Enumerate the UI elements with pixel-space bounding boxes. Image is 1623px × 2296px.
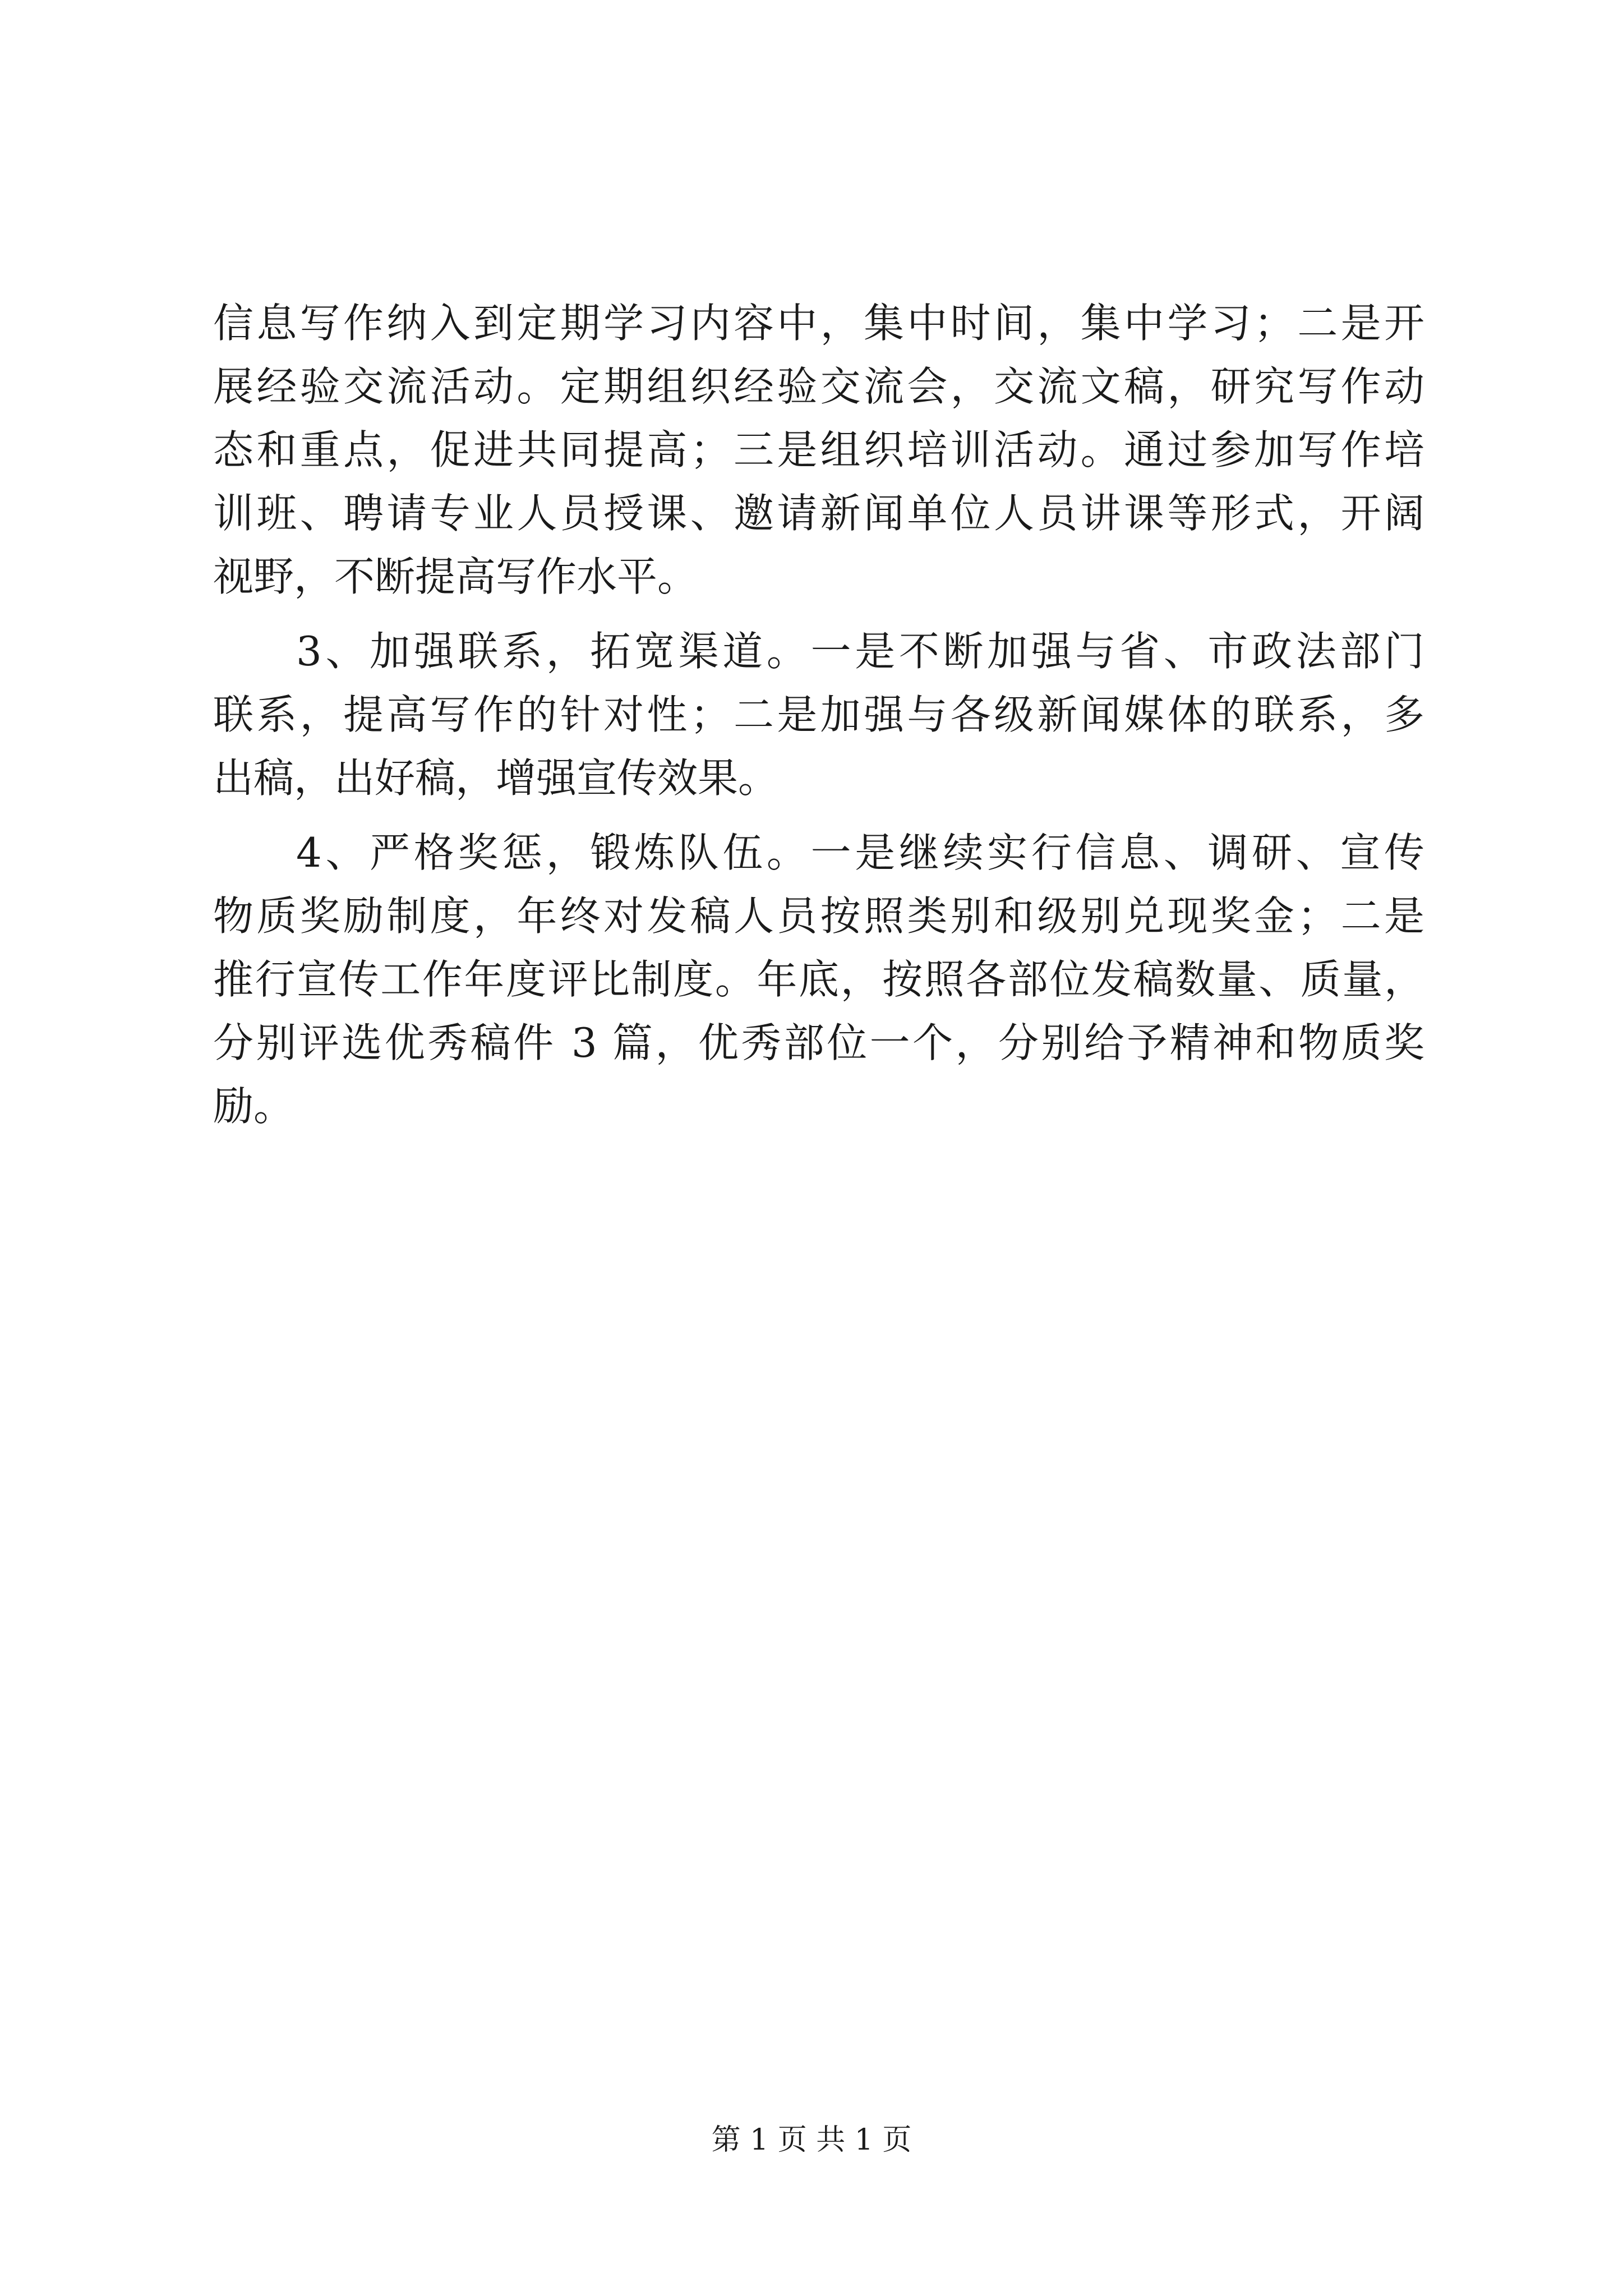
text-line: 信息写作纳入到定期学习内容中，集中时间，集中学习；二是开 xyxy=(213,300,1424,347)
text-line: 励。 xyxy=(213,1083,294,1130)
paragraph xyxy=(213,292,1424,609)
text-line: 态和重点，促进共同提高；三是组织培训活动。通过参加写作培 xyxy=(213,426,1424,473)
text-line: 联系，提高写作的针对性；二是加强与各级新闻媒体的联系，多 xyxy=(213,691,1424,738)
text-line: 训班、聘请专业人员授课、邀请新闻单位人员讲课等形式，开阔 xyxy=(213,490,1424,537)
text-line: 物质奖励制度，年终对发稿人员按照类别和级别兑现奖金；二是 xyxy=(213,892,1424,940)
page-footer: 第 1 页 共 1 页 xyxy=(711,2123,912,2157)
text-line: 视野，不断提高写作水平。 xyxy=(213,553,698,600)
text-line: 分别评选优秀稿件 3 篇，优秀部位一个，分别给予精神和物质奖 xyxy=(213,1019,1424,1066)
text-line: 4、严格奖惩，锻炼队伍。一是继续实行信息、调研、宣传 xyxy=(296,829,1424,876)
text-line: 3、加强联系，拓宽渠道。一是不断加强与省、市政法部门 xyxy=(296,628,1424,675)
paragraph xyxy=(213,821,1424,1138)
text-line: 展经验交流活动。定期组织经验交流会，交流文稿，研究写作动 xyxy=(213,363,1424,410)
paragraph xyxy=(213,620,1424,810)
text-line: 推行宣传工作年度评比制度。年底，按照各部位发稿数量、质量， xyxy=(213,956,1424,1003)
document-body xyxy=(213,292,1424,1149)
text-line: 出稿，出好稿，增强宣传效果。 xyxy=(213,754,779,802)
